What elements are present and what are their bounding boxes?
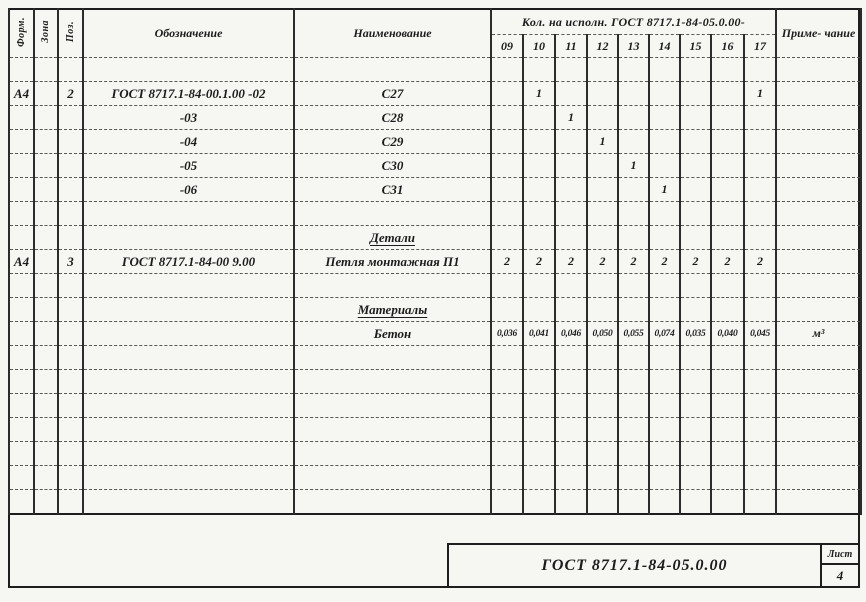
designation-cell: -05 bbox=[83, 154, 294, 178]
qty-col-header-10: 10 bbox=[523, 35, 555, 58]
document-number: ГОСТ 8717.1-84-05.0.00 bbox=[541, 556, 728, 574]
table-header bbox=[9, 9, 861, 58]
qty-cell-16: 2 bbox=[711, 250, 744, 274]
pos-cell: 2 bbox=[58, 82, 83, 106]
qty-col-header-11: 11 bbox=[555, 35, 587, 58]
qty-cell-11: 2 bbox=[555, 250, 587, 274]
empty-row bbox=[9, 202, 861, 226]
sheet-number: 4 bbox=[836, 567, 844, 583]
section-row-materials bbox=[9, 298, 861, 322]
empty-row bbox=[9, 394, 861, 418]
qty-cell-10: 1 bbox=[523, 82, 555, 106]
designation-cell: ГОСТ 8717.1-84-00.1.00 -02 bbox=[83, 82, 294, 106]
empty-row bbox=[9, 370, 861, 394]
spec-row-loop bbox=[9, 250, 861, 274]
qty-cell-17: 0,045 bbox=[744, 322, 776, 346]
qty-col-header-09: 09 bbox=[491, 35, 523, 58]
col-header-designation: Обозначение bbox=[83, 9, 294, 58]
designation-cell: -03 bbox=[83, 106, 294, 130]
spec-row-s27 bbox=[9, 82, 861, 106]
sheet-cell bbox=[820, 545, 858, 586]
qty-cell-11: 0,046 bbox=[555, 322, 587, 346]
title-block bbox=[447, 543, 860, 588]
qty-cell-17: 1 bbox=[744, 82, 776, 106]
qty-cell-12: 2 bbox=[587, 250, 618, 274]
qty-col-header-17: 17 bbox=[744, 35, 776, 58]
qty-cell-10: 0,041 bbox=[523, 322, 555, 346]
qty-cell-11: 1 bbox=[555, 106, 587, 130]
format-cell: А4 bbox=[9, 250, 34, 274]
designation-cell: -06 bbox=[83, 178, 294, 202]
name-cell: Бетон bbox=[294, 322, 491, 346]
spec-row-s29 bbox=[9, 130, 861, 154]
name-cell: С30 bbox=[294, 154, 491, 178]
col-header-note: Приме- чание bbox=[776, 9, 861, 58]
designation-cell: -04 bbox=[83, 130, 294, 154]
col-header-zone: Зона bbox=[40, 20, 51, 43]
spec-row-s30 bbox=[9, 154, 861, 178]
qty-group-header: Кол. на исполн. ГОСТ 8717.1-84-05.0.00- bbox=[491, 9, 776, 35]
qty-cell-13: 1 bbox=[618, 154, 649, 178]
spec-row-s28 bbox=[9, 106, 861, 130]
qty-cell-13: 0,055 bbox=[618, 322, 649, 346]
qty-cell-14: 0,074 bbox=[649, 322, 680, 346]
table-body bbox=[9, 58, 861, 514]
qty-col-header-15: 15 bbox=[680, 35, 711, 58]
name-cell: С27 bbox=[294, 82, 491, 106]
pos-cell: 3 bbox=[58, 250, 83, 274]
qty-cell-16: 0,040 bbox=[711, 322, 744, 346]
empty-row bbox=[9, 274, 861, 298]
sheet-label: Лист bbox=[822, 545, 858, 565]
name-cell: С28 bbox=[294, 106, 491, 130]
qty-cell-14: 1 bbox=[649, 178, 680, 202]
spec-row-s31 bbox=[9, 178, 861, 202]
empty-row bbox=[9, 490, 861, 514]
qty-cell-09: 2 bbox=[491, 250, 523, 274]
qty-col-header-14: 14 bbox=[649, 35, 680, 58]
qty-cell-15: 2 bbox=[680, 250, 711, 274]
qty-col-header-12: 12 bbox=[587, 35, 618, 58]
qty-cell-12: 0,050 bbox=[587, 322, 618, 346]
qty-col-header-13: 13 bbox=[618, 35, 649, 58]
qty-cell-10: 2 bbox=[523, 250, 555, 274]
format-cell: А4 bbox=[9, 82, 34, 106]
qty-cell-14: 2 bbox=[649, 250, 680, 274]
qty-cell-13: 2 bbox=[618, 250, 649, 274]
qty-cell-12: 1 bbox=[587, 130, 618, 154]
empty-row bbox=[9, 442, 861, 466]
spec-row-concrete bbox=[9, 322, 861, 346]
col-header-format: Форм. bbox=[15, 16, 27, 47]
name-cell: Петля монтажная П1 bbox=[294, 250, 491, 274]
specification-table bbox=[8, 8, 862, 515]
name-cell: С29 bbox=[294, 130, 491, 154]
empty-row bbox=[9, 418, 861, 442]
qty-cell-09: 0,036 bbox=[491, 322, 523, 346]
qty-cell-15: 0,035 bbox=[680, 322, 711, 346]
qty-cell-17: 2 bbox=[744, 250, 776, 274]
section-title: Детали bbox=[294, 226, 491, 250]
empty-row bbox=[9, 466, 861, 490]
empty-row bbox=[9, 346, 861, 370]
qty-col-header-16: 16 bbox=[711, 35, 744, 58]
name-cell: С31 bbox=[294, 178, 491, 202]
section-row-details bbox=[9, 226, 861, 250]
empty-row bbox=[9, 58, 861, 82]
col-header-name: Наименование bbox=[294, 9, 491, 58]
designation-cell: ГОСТ 8717.1-84-00 9.00 bbox=[83, 250, 294, 274]
col-header-pos: Поз. bbox=[64, 20, 76, 43]
section-title: Материалы bbox=[294, 298, 491, 322]
note-cell: м³ bbox=[776, 322, 861, 346]
